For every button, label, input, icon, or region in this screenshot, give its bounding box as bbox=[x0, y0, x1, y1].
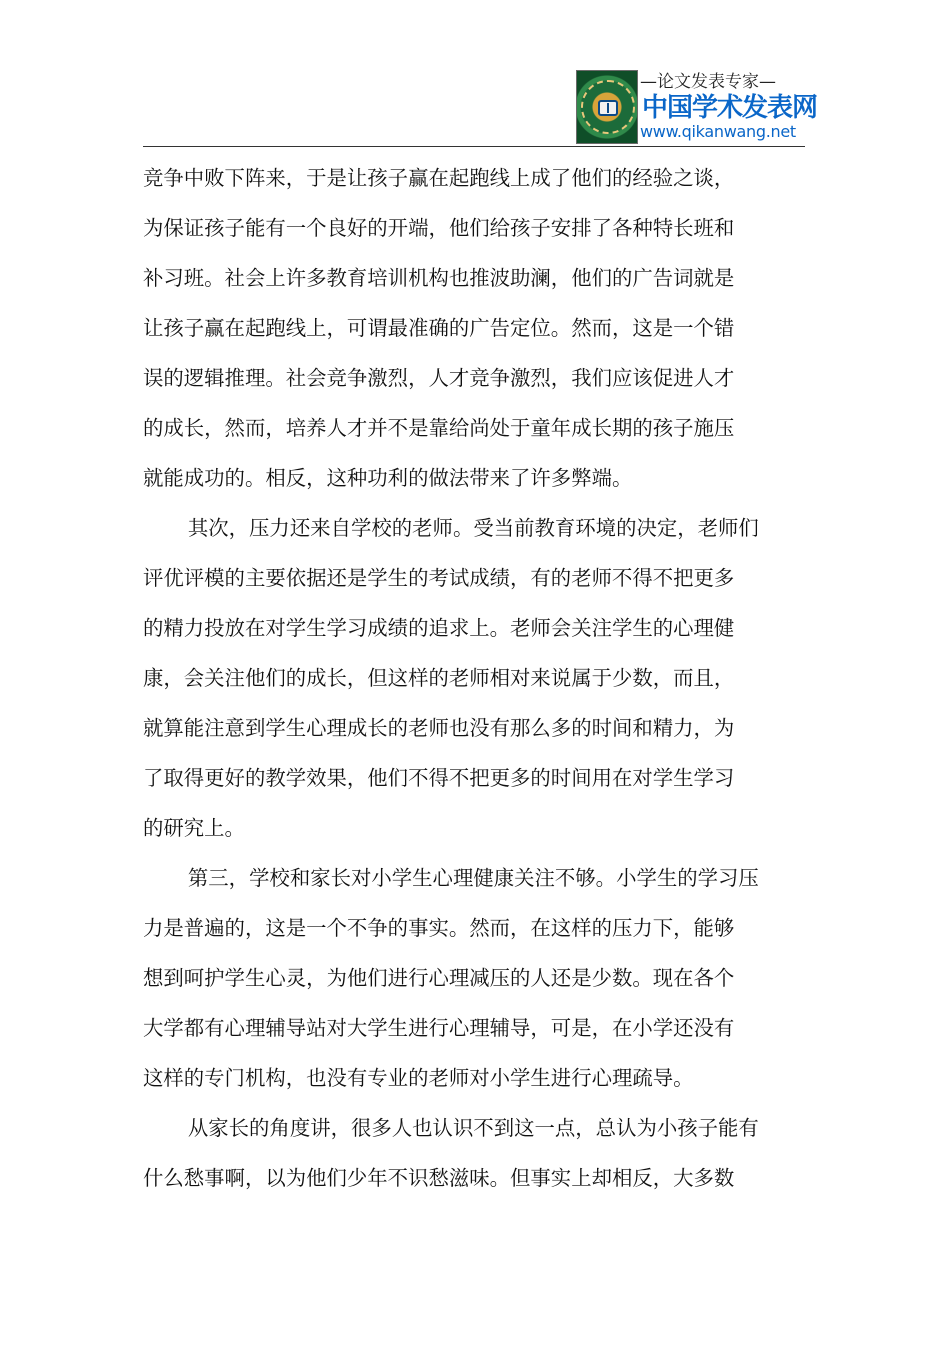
paragraph-3 bbox=[143, 853, 805, 1103]
paragraph-4 bbox=[143, 1103, 805, 1203]
text-line: 补习班。社会上许多教育培训机构也推波助澜，他们的广告词就是 bbox=[143, 266, 735, 290]
paragraph-1 bbox=[143, 153, 805, 503]
text-line: 康，会关注他们的成长，但这样的老师相对来说属于少数，而且， bbox=[143, 666, 735, 690]
book-icon bbox=[598, 100, 618, 116]
text-line: 大学都有心理辅导站对大学生进行心理辅导，可是，在小学还没有 bbox=[143, 1016, 735, 1040]
text-line: 评优评模的主要依据还是学生的考试成绩，有的老师不得不把更多 bbox=[143, 566, 735, 590]
text-line: 竞争中败下阵来，于是让孩子赢在起跑线上成了他们的经验之谈， bbox=[143, 166, 735, 190]
text-line: 第三，学校和家长对小学生心理健康关注不够。小学生的学习压 bbox=[187, 866, 759, 890]
text-line: 就算能注意到学生心理成长的老师也没有那么多的时间和精力，为 bbox=[143, 716, 735, 740]
text-line: 为保证孩子能有一个良好的开端，他们给孩子安排了各种特长班和 bbox=[143, 216, 735, 240]
site-logo[interactable] bbox=[576, 70, 818, 146]
seal-emblem-icon bbox=[576, 70, 638, 144]
text-line: 的成长，然而，培养人才并不是靠给尚处于童年成长期的孩子施压 bbox=[143, 416, 735, 440]
text-line: 力是普遍的，这是一个不争的事实。然而，在这样的压力下，能够 bbox=[143, 916, 735, 940]
text-line: 误的逻辑推理。社会竞争激烈，人才竞争激烈，我们应该促进人才 bbox=[143, 366, 735, 390]
logo-tagline: —论文发表专家— bbox=[640, 72, 776, 92]
text-line: 就能成功的。相反，这种功利的做法带来了许多弊端。 bbox=[143, 466, 633, 490]
document-body bbox=[143, 153, 805, 1203]
header-divider bbox=[143, 146, 805, 147]
text-line: 想到呵护学生心灵，为他们进行心理减压的人还是少数。现在各个 bbox=[143, 966, 735, 990]
text-line: 让孩子赢在起跑线上，可谓最准确的广告定位。然而，这是一个错 bbox=[143, 316, 735, 340]
text-line: 这样的专门机构，也没有专业的老师对小学生进行心理疏导。 bbox=[143, 1066, 694, 1090]
text-line: 从家长的角度讲，很多人也认识不到这一点，总认为小孩子能有 bbox=[187, 1116, 759, 1140]
text-line: 什么愁事啊，以为他们少年不识愁滋味。但事实上却相反，大多数 bbox=[143, 1166, 735, 1190]
logo-site-name: 中国学术发表网 bbox=[642, 93, 818, 123]
text-line: 其次，压力还来自学校的老师。受当前教育环境的决定，老师们 bbox=[187, 516, 759, 540]
text-line: 的精力投放在对学生学习成绩的追求上。老师会关注学生的心理健 bbox=[143, 616, 735, 640]
text-line: 了取得更好的教学效果，他们不得不把更多的时间用在对学生学习 bbox=[143, 766, 735, 790]
paragraph-2 bbox=[143, 503, 805, 853]
text-line: 的研究上。 bbox=[143, 816, 245, 840]
logo-url: www.qikanwang.net bbox=[640, 122, 796, 141]
